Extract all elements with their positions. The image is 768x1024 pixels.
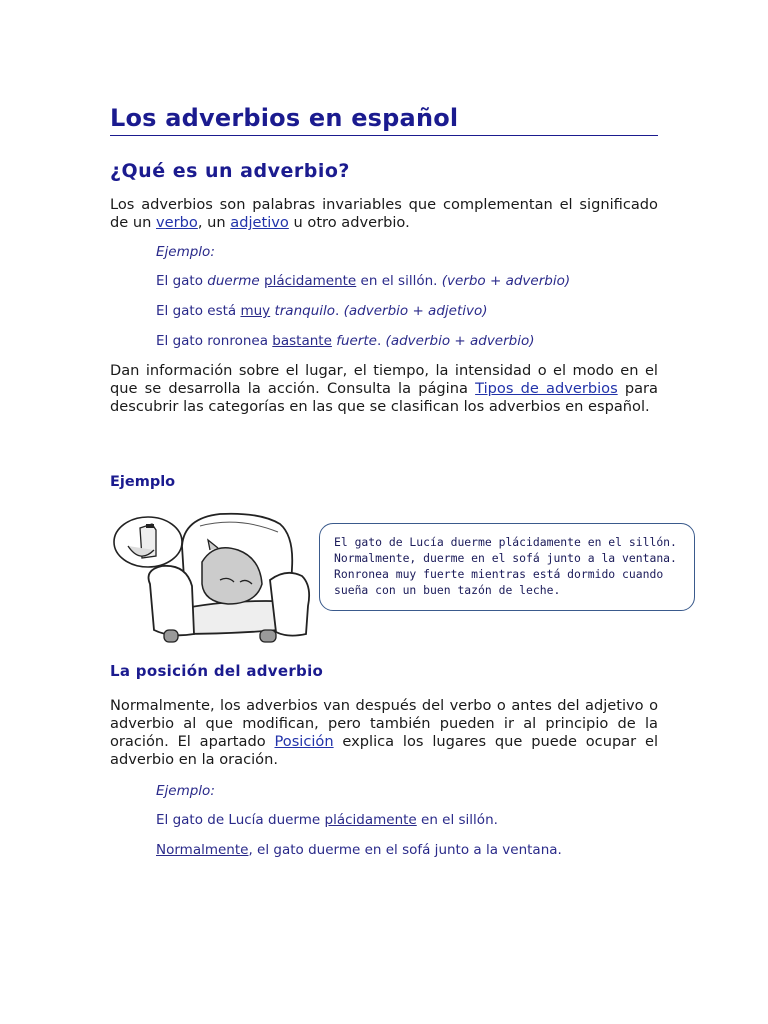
text: Los adverbios son palabras invariables que complementan el significado de un	[110, 196, 658, 231]
text: El gato está	[156, 303, 241, 319]
text: explica los lugares que puede ocupar el adverbio en la oración.	[110, 733, 658, 768]
example-line-3	[156, 332, 658, 350]
bubble-line-1: El gato de Lucía duerme plácidamente en el sillón.	[334, 535, 677, 549]
intro-paragraph	[110, 196, 658, 232]
text-italic: tranquilo	[274, 303, 336, 319]
link-adjetivo[interactable]: adjetivo	[230, 214, 289, 231]
text: .	[335, 303, 344, 319]
page-title: Los adverbios en español	[110, 104, 658, 136]
example-line-1	[156, 272, 658, 290]
link-bastante[interactable]: bastante	[272, 333, 332, 349]
text-italic: (adverbio + adverbio)	[385, 333, 535, 349]
link-placidamente-2[interactable]: plácidamente	[324, 812, 417, 828]
bubble-line-2: Normalmente, duerme en el sofá junto a la ventana.	[334, 551, 677, 565]
text-italic: duerme	[207, 273, 260, 289]
text: Normalmente, los adverbios van después del verbo o antes del adjetivo o adverbio al que modifican, pero también pueden ir al principio de la oración. El apartado	[110, 697, 658, 750]
link-verbo[interactable]: verbo	[156, 214, 198, 231]
position-section	[110, 662, 658, 859]
example2-line-1	[156, 811, 658, 829]
text: en el sillón.	[356, 273, 442, 289]
example-block-1	[156, 244, 658, 350]
example-label: Ejemplo:	[156, 244, 215, 260]
bubble-line-3: Ronronea muy fuerte mientras está dormido cuando	[334, 567, 664, 581]
text: , el gato duerme en el sofá junto a la ventana.	[248, 842, 562, 858]
link-posicion[interactable]: Posición	[274, 733, 334, 750]
example-label: Ejemplo:	[156, 783, 215, 799]
text: El gato ronronea	[156, 333, 273, 349]
section-heading-what-is: ¿Qué es un adverbio?	[110, 160, 350, 182]
section-heading-position: La posición del adverbio	[110, 662, 324, 680]
text: , un	[197, 214, 231, 231]
example-line-2	[156, 302, 658, 320]
text: El gato de Lucía duerme	[156, 812, 325, 828]
sleeping-cat-armchair-icon	[110, 506, 312, 650]
link-normalmente[interactable]: Normalmente	[156, 842, 249, 858]
example2-line-2	[156, 841, 658, 859]
text-italic: (adverbio + adjetivo)	[343, 303, 488, 319]
example-block-2	[156, 783, 658, 859]
position-paragraph	[110, 697, 658, 769]
text: Dan información sobre el lugar, el tiempo, la intensidad o el modo en el que se desarrolla la acción. Consulta la página	[110, 362, 658, 397]
text: .	[376, 333, 386, 349]
example-text-box	[319, 523, 695, 611]
info-paragraph	[110, 362, 658, 416]
link-placidamente[interactable]: plácidamente	[264, 273, 357, 289]
link-tipos-de-adverbios[interactable]: Tipos de adverbios	[475, 380, 618, 397]
text: El gato	[156, 273, 208, 289]
text-italic: fuerte	[336, 333, 377, 349]
document-body	[110, 104, 658, 416]
text: u otro adverbio.	[288, 214, 410, 231]
text: en el sillón.	[416, 812, 498, 828]
text: para descubrir las categorías en las que se clasifican los adverbios en español.	[110, 380, 658, 415]
link-muy[interactable]: muy	[240, 303, 271, 319]
example-heading: Ejemplo	[110, 474, 176, 490]
text-italic: (verbo + adverbio)	[441, 273, 571, 289]
example-section	[110, 474, 658, 490]
bubble-line-4: sueña con un buen tazón de leche.	[334, 583, 561, 597]
